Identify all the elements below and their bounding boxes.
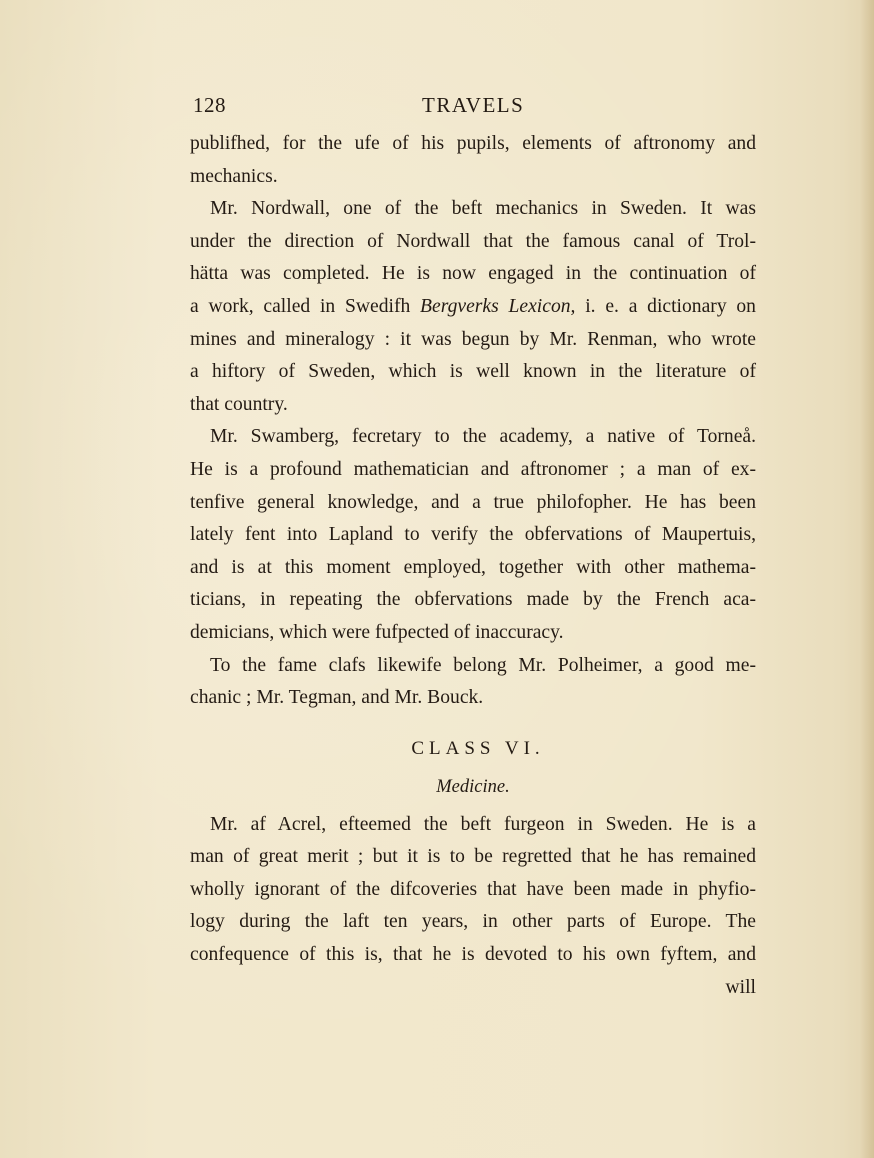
text-line: tenfive general knowledge, and a true philofopher. He has been (190, 491, 756, 513)
page-number: 128 (193, 93, 226, 117)
page-edge-shadow (860, 0, 874, 1158)
text-line: lately fent into Lapland to verify the obfervations of Maupertuis, (190, 524, 756, 546)
text-line: man of great merit ; but it is to be regretted that he has remained (190, 846, 756, 868)
text-fragment: i. e. a dictionary on (575, 295, 756, 317)
running-head (190, 93, 756, 123)
text-line: chanic ; Mr. Tegman, and Mr. Bouck. (190, 687, 484, 709)
text-line: that country. (190, 393, 288, 415)
text-line: ticians, in repeating the obfervations made by the French aca- (190, 589, 756, 611)
italic-title: Bergverks Lexicon, (420, 295, 576, 317)
text-line (190, 291, 756, 324)
text-line: publifhed, for the ufe of his pupils, elements of aftronomy and (190, 133, 756, 154)
text-line: demicians, which were fufpected of inaccuracy. (190, 621, 564, 643)
text-line: Mr. Nordwall, one of the beft mechanics in Sweden. It was (210, 198, 756, 220)
sub-heading: Medicine. (436, 776, 510, 797)
text-line: To the fame clafs likewife belong Mr. Polheimer, a good me- (210, 654, 756, 676)
class-heading: CLASS VI. (411, 737, 545, 759)
text-line: Mr. Swamberg, fecretary to the academy, a native of Torneå. (210, 426, 756, 448)
body-text (190, 128, 756, 1004)
catchword: will (725, 976, 756, 998)
text-line: mines and mineralogy : it was begun by Mr. Renman, who wrote (190, 328, 756, 350)
text-line: confequence of this is, that he is devoted to his own fyftem, and (190, 944, 756, 966)
text-line: and is at this moment employed, together with other mathema- (190, 556, 756, 578)
text-line: a hiftory of Sweden, which is well known in the literature of (190, 361, 756, 383)
running-title: TRAVELS (422, 93, 525, 117)
text-line: under the direction of Nordwall that the famous canal of Trol- (190, 230, 756, 252)
text-line: mechanics. (190, 165, 278, 187)
text-fragment: a work, called in Swedifh (190, 295, 421, 317)
text-line: He is a profound mathematician and aftronomer ; a man of ex- (190, 458, 756, 480)
text-line: Mr. af Acrel, efteemed the beft furgeon in Sweden. He is a (210, 813, 756, 835)
text-line: hätta was completed. He is now engaged in the continuation of (190, 263, 756, 285)
text-line: wholly ignorant of the difcoveries that have been made in phyfio- (190, 878, 756, 900)
text-line: logy during the laft ten years, in other parts of Europe. The (190, 911, 756, 933)
